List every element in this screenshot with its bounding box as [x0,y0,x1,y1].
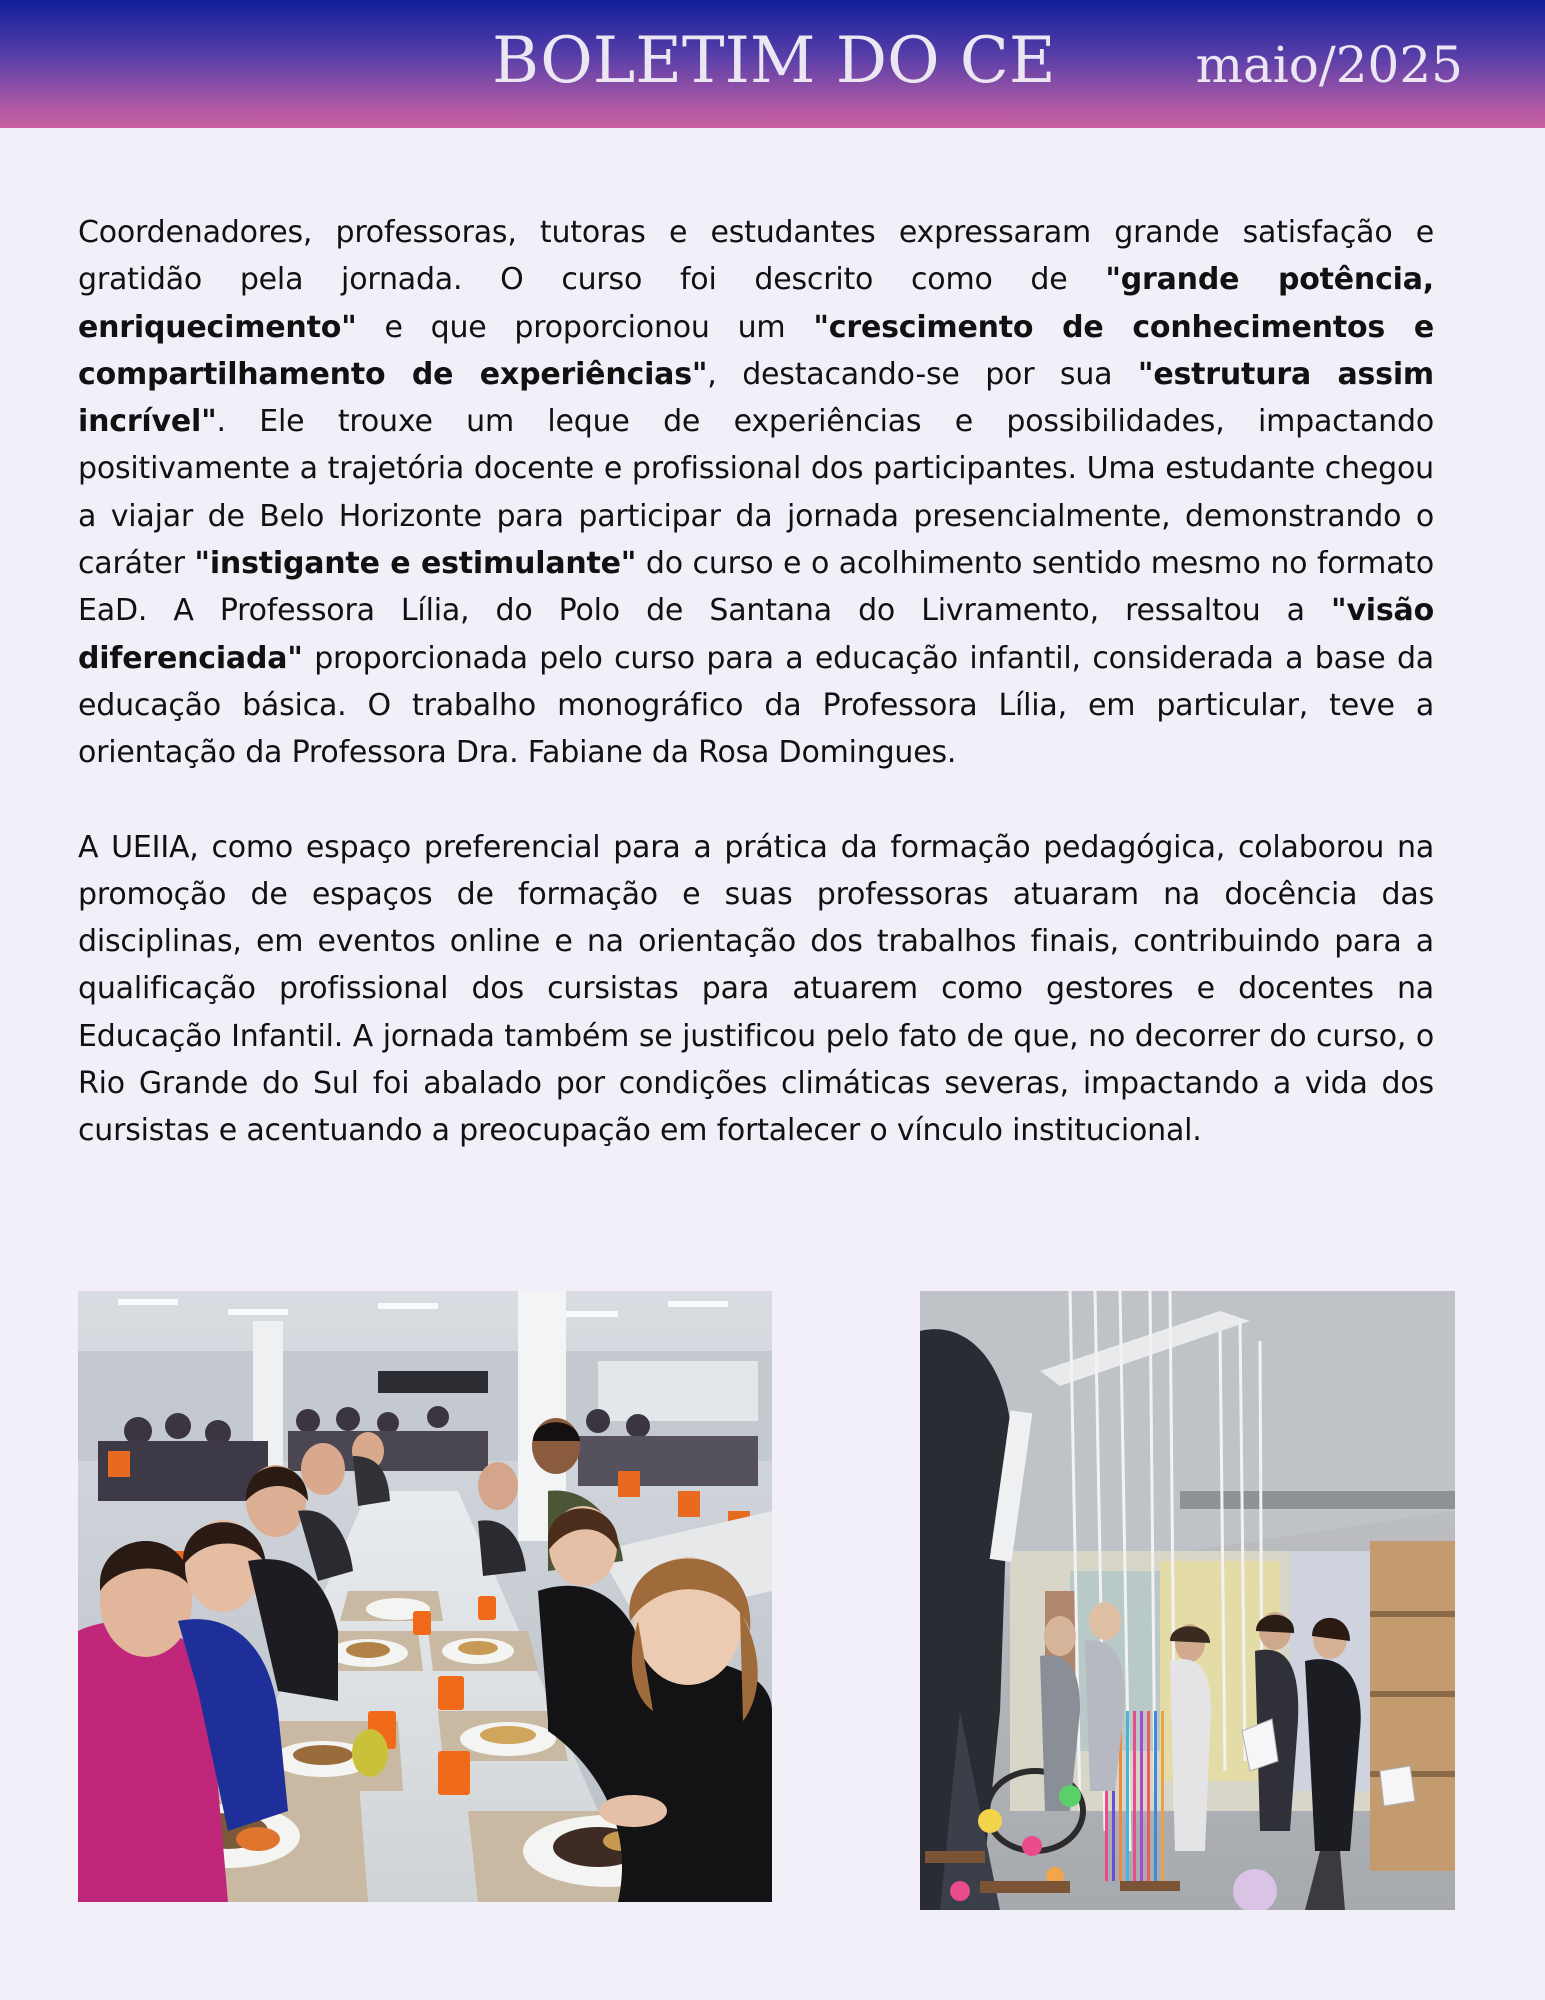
quote-highlight: "instigante e estimulante" [194,546,637,582]
paragraph-ueiia: A UEIIA, como espaço preferencial para a prática da formação pedagógica, colaborou na promoção de espaços de formação e suas professoras atuaram na docência das disciplinas, em eventos online e na orientação dos trabalhos finais, contribuindo para a qualificação profissional dos cursistas para atuarem como gestores e docentes na Educação Infantil. A jornada também se justificou pelo fato de que, no decorrer do curso, o Rio Grande do Sul foi abalado por condições climáticas severas, impactando a vida dos cursistas e acentuando a preocupação em fortalecer o vínculo institucional. [78,829,1434,1149]
text-run: . Ele trouxe um leque de experiências e possibilidades, impactando positivamente a trajetória docente e profissional dos participantes. Uma estudante chegou a viajar de Belo Horizonte para participar da jornada presencialmente, demonstrando o caráter [78,404,1434,582]
article-body [78,209,1434,1155]
quote-highlight: "visão diferenciada" [78,593,1434,676]
cafeteria-group-photo [78,1291,772,1902]
quote-highlight: "estrutura assim incrível" [78,356,1434,440]
header-banner [0,0,1545,128]
quote-highlight: "grande potência, enriquecimento" [78,262,1434,345]
classroom-activity-photo [920,1291,1455,1910]
quote-highlight: "crescimento de conhecimentos e compartilhamento de experiências" [78,309,1434,392]
newsletter-title: BOLETIM DO CE [492,24,1056,98]
text-run: , destacando-se por sua [707,356,1138,392]
text-run: do curso e o acolhimento sentido mesmo no formato EaD. A Professora Lília, do Polo de Santana do Livramento, ressaltou a [78,546,1434,629]
issue-date: maio/2025 [1195,36,1463,94]
text-run: e que proporcionou um [356,309,814,345]
text-run: Coordenadores, professoras, tutoras e estudantes expressaram grande satisfação e gratidão pela jornada. O curso foi descrito como de [78,215,1434,298]
text-run: proporcionada pelo curso para a educação infantil, considerada a base da educação básica. O trabalho monográfico da Professora Lília, em particular, teve a orientação da Professora Dra. Fabiane da Rosa Domingues. [78,640,1434,771]
paragraph-testimonials [78,209,1434,777]
